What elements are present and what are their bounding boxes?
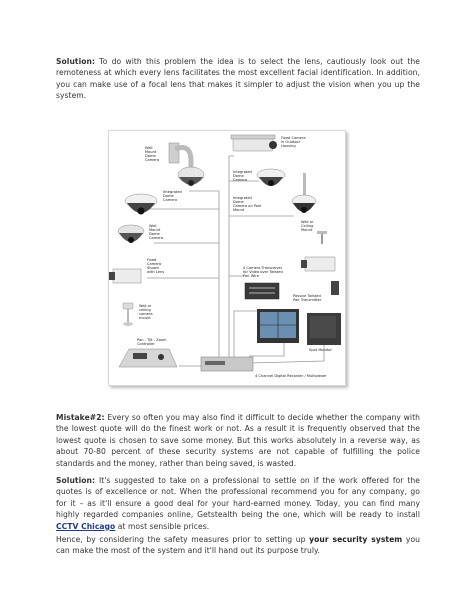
mistake-paragraph [56,412,420,469]
svg-text:Housing: Housing [281,144,296,148]
svg-text:Integrated: Integrated [233,196,252,200]
wall-mount-dome-camera [145,143,204,186]
mistake-text: Every so often you may also find it difficult to decide whether the company with the lowest quote will do the finest work or not. As a result it is frequently observed that the lowest quote is chosen to save some money. But this works absolutely in a reverse way, as about 70-80 percent of these security systems are not capable of fulfilling the police standards and the money, rather than being saved, is wasted. [56,413,420,468]
svg-text:Camera: Camera [163,198,178,202]
svg-text:Wall or: Wall or [139,304,152,308]
cctv-chicago-link[interactable]: CCTV Chicago [56,521,116,531]
svg-text:Integrated: Integrated [233,170,252,174]
svg-text:Dome: Dome [149,232,160,236]
svg-text:Mount: Mount [233,208,245,212]
svg-text:4 Camera Transceiver: 4 Camera Transceiver [243,266,283,270]
svg-text:Fixed Camera: Fixed Camera [281,136,306,140]
svg-text:Wall or: Wall or [301,220,314,224]
svg-text:Camera: Camera [147,262,162,266]
svg-text:Passive Twisted: Passive Twisted [293,294,321,298]
solution-text-2-end: at most sensible prices. [115,521,210,531]
ptz-controller [119,338,177,367]
wall-mount-dome-camera-2 [118,224,163,243]
svg-text:Pan - Tilt - Zoom: Pan - Tilt - Zoom [137,338,167,342]
wall-ceiling-mount-left [123,303,153,326]
svg-text:with Lens: with Lens [147,270,165,274]
svg-text:Mount: Mount [301,228,313,232]
solution-text-2: It's suggested to take on a professional to settle on if the work offered for the quotes is of excellence or not. When the professional recommend you for any company, go for it – as it'll ensure a good deal for your hard-earned money. Today, you can find many highly regarded companies online, Getstealth being the one, which will be ready to install [56,476,420,520]
svg-text:camera: camera [139,312,153,316]
svg-text:4 Channel Digital Recorder / M: 4 Channel Digital Recorder / Multiplexer [255,374,327,378]
svg-text:Mount: Mount [145,150,157,154]
passive-twisted-pair-transmitter [293,281,339,302]
svg-text:mount: mount [139,316,151,320]
svg-text:Shown: Shown [147,266,159,270]
svg-text:Camera on Pole: Camera on Pole [233,204,262,208]
svg-text:Dome: Dome [233,174,244,178]
fixed-outdoor-camera [231,135,306,151]
svg-text:Dome: Dome [233,200,244,204]
integrated-dome-camera-right [233,169,285,186]
svg-text:Wall: Wall [145,146,153,150]
solution-paragraph [56,56,420,102]
svg-text:ceiling: ceiling [139,308,151,312]
svg-text:for Video over Twisted: for Video over Twisted [243,270,283,274]
diagram-svg [109,131,345,385]
svg-text:Camera: Camera [145,158,160,162]
svg-text:Spot Monitor: Spot Monitor [309,348,332,352]
svg-text:Dome: Dome [163,194,174,198]
closing-paragraph [56,534,420,557]
cctv-system-diagram [108,130,346,386]
svg-text:Mount: Mount [149,228,161,232]
digital-recorder [201,357,327,378]
svg-text:Wall: Wall [149,224,157,228]
solution-paragraph-2 [56,475,420,532]
closing-text-end: you can make the most of the system and it'll hand out its purpose truly. [56,535,421,556]
multiview-monitor [257,309,299,343]
security-system-link[interactable]: your security system [309,535,403,544]
svg-text:Fixed: Fixed [147,258,157,262]
svg-text:Pair Transmitter: Pair Transmitter [293,298,322,302]
integrated-dome-camera-left [125,190,182,215]
svg-text:Integrated: Integrated [163,190,182,194]
svg-text:Ceiling: Ceiling [301,224,314,228]
svg-text:Camera: Camera [233,178,248,182]
svg-text:Dome: Dome [145,154,156,158]
svg-text:Pair Wire: Pair Wire [243,274,259,278]
solution-label-2: Solution: [56,476,96,485]
solution-label: Solution: [56,57,96,66]
mistake-label: Mistake#2: [56,413,105,422]
fixed-camera-right [243,257,335,278]
svg-text:Controller: Controller [137,342,155,346]
transceiver-device [245,283,279,299]
closing-text: Hence, by considering the safety measures prior to setting up [56,535,310,544]
wall-ceiling-mount-right [301,220,327,244]
fixed-camera-with-lens [109,258,164,283]
svg-text:in Outdoor: in Outdoor [281,140,301,144]
svg-text:Camera: Camera [149,236,164,240]
solution-text: To do with this problem the idea is to select the lens, cautiously look out the remoteness at which every lens facilitates the most excellent facial identification. In addition, you can make use of a focal lens that makes it simpler to adjust the vision when you up the system. [56,57,420,101]
